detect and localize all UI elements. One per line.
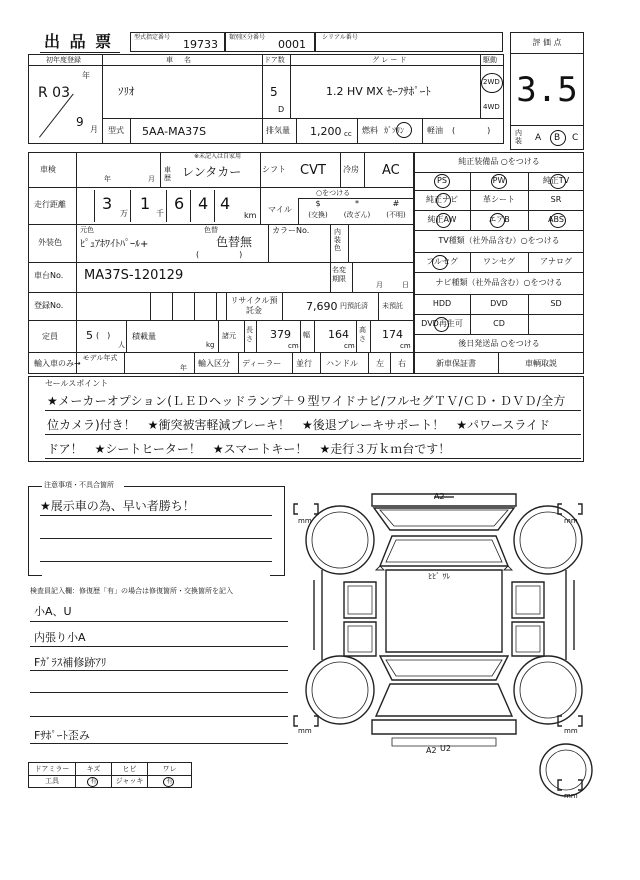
legend-tool-circle	[87, 777, 98, 787]
capacity-value: 5	[86, 329, 93, 342]
legend-tool-yes: 有	[90, 778, 97, 785]
door-type: D	[278, 105, 285, 114]
length-label: 長さ	[246, 326, 253, 343]
length-cm: cm	[288, 342, 299, 350]
mileage-digit-5: 4	[220, 194, 231, 213]
model-number-label: 型式指定番号	[134, 34, 171, 41]
score-label: 評 価 点	[532, 38, 562, 47]
equip-aw: 純正AW	[427, 215, 457, 224]
width-value: 164	[328, 328, 349, 341]
first-reg-month: 9	[76, 115, 84, 129]
mileage-opt-unknown: #	[392, 199, 400, 208]
height-label: 高さ	[359, 326, 366, 343]
rear-bumper	[372, 720, 516, 734]
shift-label: シフト	[262, 165, 286, 174]
equip-ps-circle	[434, 174, 450, 189]
interior-c: C	[572, 133, 579, 143]
title-expiry-day: 日	[402, 281, 409, 289]
car-diagram	[284, 470, 604, 810]
recycle-amount: 7,690	[306, 300, 338, 313]
interior-color-label: 内装色	[334, 228, 341, 252]
later-title: 後日発送品 ○をつける	[458, 339, 540, 348]
equip-tv: 純正TV	[542, 176, 570, 185]
wheel-rear-left	[306, 656, 374, 724]
load-kg: kg	[206, 341, 215, 349]
right-side-outline	[566, 570, 574, 660]
doors-label: ドア数	[264, 56, 285, 64]
mileage-digit-3: 6	[174, 194, 185, 213]
mm-spare: mm	[564, 792, 578, 800]
score-value: 3.5	[516, 70, 578, 110]
equip-abs: ABS	[548, 215, 564, 224]
left-doors	[344, 582, 376, 656]
dims-label: 諸元	[222, 332, 236, 340]
exterior-color-label: 外装色	[38, 238, 62, 247]
fuel-diesel: 軽油	[427, 126, 443, 135]
equip-pw-circle	[491, 174, 507, 189]
recycle-not: 未預託	[382, 302, 403, 310]
mileage-opt-exchange: $	[315, 199, 321, 208]
tv-fullseg-circle	[432, 255, 448, 270]
equip-navi: 純正ナビ	[426, 195, 458, 204]
equip-abs-circle	[550, 213, 566, 228]
fuel-label: 燃料	[362, 126, 378, 135]
drive-4wd: 4WD	[483, 103, 500, 111]
import-type-label: 輸入区分	[198, 359, 230, 368]
equip-pw: PW	[492, 176, 506, 185]
notes-line-1: ★展示車の為、早い者勝ち！	[40, 499, 195, 513]
wheel-front-left	[306, 506, 374, 574]
mileage-circle-note: ○をつける	[316, 189, 351, 197]
inspection-year-unit: 年	[104, 175, 111, 183]
navi-hdd: HDD	[432, 299, 452, 308]
year-unit: 年	[82, 71, 90, 80]
handle-left: 左	[376, 359, 384, 368]
form-title: 出 品 票	[44, 32, 114, 51]
length-value: 379	[270, 328, 291, 341]
mileage-km: km	[244, 211, 257, 220]
fuel-gasoline-circle	[396, 122, 412, 138]
width-cm: cm	[344, 342, 355, 350]
legend-tool: 工具	[45, 777, 59, 785]
mileage-opt-tampered: *	[355, 199, 359, 208]
model-number-box	[130, 32, 225, 52]
navi-dvd: DVD	[490, 299, 508, 308]
color-change: 色替無	[216, 235, 253, 249]
mm-rear-right: mm	[564, 727, 578, 735]
sales-points-box	[28, 376, 584, 462]
navi-type-title: ナビ種類（社外品含む）○をつける	[435, 278, 563, 287]
mileage-opt-unknown-label: (不明)	[386, 211, 406, 219]
navi-cd: CD	[493, 319, 505, 328]
left-side-outline	[314, 570, 322, 660]
equip-airbag: エアB	[488, 215, 510, 224]
drive-label: 駆動	[483, 56, 497, 64]
sales-line-1: ★メーカーオプション(ＬＥＤヘッドランプ＋９型ワイドナビ/フルセグＴＶ/ＣＤ・ＤＶＤ/全方	[47, 394, 566, 408]
legend-mirror: ドアミラー	[34, 765, 70, 773]
equip-sr: SR	[550, 195, 562, 204]
roof	[386, 570, 502, 652]
sales-line-2: 位カメラ)付き！ ★衝突被害軽減ブレーキ！ ★後退ブレーキサポート！ ★パワースライド	[47, 418, 551, 432]
capacity-paren: ( )	[96, 331, 111, 340]
mileage-opt-tampered-label: (改ざん)	[343, 211, 371, 219]
use-value: レンタカー	[182, 165, 242, 179]
tv-oneseg: ワンセグ	[483, 257, 515, 266]
recycle-label: リサイクル預託金	[230, 296, 278, 315]
height-cm: cm	[400, 342, 411, 350]
sales-line-3: ドア！ ★シートヒーター！ ★スマートキー！ ★走行３万ｋｍ台です！	[47, 442, 451, 456]
fuel-other: ( )	[452, 126, 491, 135]
mileage-man: 万	[120, 209, 128, 218]
chassis-number: MA37S-120129	[84, 268, 184, 283]
mm-front-right: mm	[564, 517, 578, 525]
equip-ps: PS	[437, 176, 447, 185]
serial-number-box	[315, 32, 503, 52]
inspector-line-3: Fｶﾞﾗｽ補修跡ｱﾘ	[34, 656, 107, 669]
spare-wheel	[540, 744, 592, 796]
mileage-digit-4: 4	[198, 194, 209, 213]
inspector-line-2: 内張り小A	[34, 631, 86, 644]
color-no-label: カラーNo.	[272, 226, 310, 235]
damage-a2-rear: A2	[426, 746, 437, 755]
drive-2wd-circle	[481, 73, 503, 93]
month-unit: 月	[90, 125, 98, 134]
legend-scratch: キズ	[86, 765, 101, 773]
equip-leather: 革シート	[483, 195, 515, 204]
inspector-line-6: Fｻﾎﾟｰﾄ歪み	[34, 729, 90, 742]
model-year-label: モデル年式	[82, 354, 118, 362]
capacity-label: 定員	[42, 332, 58, 341]
use-label: 車歴	[164, 166, 171, 182]
capacity-unit: 人	[118, 341, 125, 349]
import-dealer: ディーラー	[242, 359, 282, 368]
use-note: ※未記入は自家用	[194, 153, 242, 160]
handle-right: 右	[398, 359, 406, 368]
mileage-label: 走行距離	[34, 200, 66, 209]
fuel-gasoline: ｶﾞｿﾘﾝ	[384, 126, 404, 135]
sales-points-label: セールスポイント	[45, 379, 109, 388]
score-box	[510, 32, 584, 150]
original-color-label: 元色	[80, 226, 94, 234]
navi-dvd-play-circle	[434, 317, 449, 332]
type-label: 型式	[108, 126, 124, 135]
later-manual: 車輌取説	[525, 359, 557, 368]
displacement: 1,200	[310, 125, 342, 138]
inspector-line-1: 小A、U	[34, 605, 72, 618]
serial-number-label: シリアル番号	[322, 34, 358, 41]
drive-2wd: 2WD	[483, 78, 500, 86]
equipment-title: 純正装備品 ○をつける	[458, 157, 540, 166]
hood-outline	[374, 508, 514, 530]
tv-type-title: TV種類（社外品含む）○をつける	[438, 236, 560, 245]
interior-a: A	[535, 133, 542, 143]
registration-label: 登録No.	[34, 301, 64, 310]
legend-jack-yes: 有	[166, 778, 173, 785]
legend-crack: ヒビ	[122, 765, 137, 773]
cc-unit: cc	[344, 130, 352, 138]
legend-break: ワレ	[162, 765, 177, 773]
equip-airbag-circle	[490, 213, 505, 228]
displacement-label: 排気量	[266, 126, 290, 135]
tailgate	[376, 684, 512, 716]
width-label: 幅	[303, 331, 310, 339]
recycle-status: 円預託済	[340, 302, 368, 310]
chassis-label: 車台No.	[34, 271, 64, 280]
first-reg-era: R 03	[38, 85, 70, 101]
mile-label: マイル	[268, 205, 292, 214]
equip-aw-circle	[436, 213, 451, 228]
inspection-month-unit: 月	[148, 175, 155, 183]
title-expiry-month: 月	[376, 281, 383, 289]
color-change-label: 色替	[204, 226, 218, 234]
rear-window	[380, 656, 508, 680]
later-warranty: 新車保証書	[436, 359, 476, 368]
import-label: 輸入車のみ→	[34, 359, 81, 368]
car-name-label: 車 名	[166, 56, 193, 64]
shift-value: CVT	[300, 163, 326, 178]
door-count: 5	[270, 85, 278, 99]
inspection-label: 車検	[40, 165, 56, 174]
color-change-paren: ( )	[196, 250, 243, 259]
legend-table	[28, 762, 192, 788]
mm-rear-left: mm	[298, 727, 312, 735]
notes-label: 注意事項・不具合箇所	[44, 481, 114, 489]
car-name: ｿﾘｵ	[118, 85, 135, 98]
import-parallel: 並行	[296, 359, 312, 368]
windshield	[380, 536, 508, 566]
legend-jack: ジャッキ	[115, 777, 144, 785]
title-expiry-label: 名変期限	[332, 266, 346, 283]
right-doors	[512, 582, 544, 656]
damage-crack: ﾋﾋﾞ ﾜﾚ	[428, 572, 451, 581]
navi-sd: SD	[550, 299, 562, 308]
class-number: 0001	[278, 38, 306, 51]
tv-analog: アナログ	[540, 257, 572, 266]
load-label: 積載量	[132, 332, 156, 341]
interior-b: B	[554, 133, 561, 143]
equip-navi-circle	[436, 193, 451, 208]
navi-dvd-play: DVD再生可	[421, 319, 463, 328]
mileage-digit-1: 3	[102, 194, 113, 213]
interior-label: 内装	[515, 129, 522, 145]
damage-u2-rear: U2	[440, 744, 451, 753]
mm-front-left: mm	[298, 517, 312, 525]
mileage-opt-exchange-label: (交換)	[308, 211, 328, 219]
height-value: 174	[382, 328, 403, 341]
legend-jack-circle	[163, 777, 174, 787]
model-year-unit: 年	[180, 364, 187, 372]
grade-label: グ レ ー ド	[372, 56, 407, 64]
ac-value: AC	[382, 163, 400, 178]
mileage-digit-2: 1	[140, 194, 151, 213]
equip-tv-circle	[550, 174, 566, 189]
ac-label: 冷房	[343, 165, 359, 174]
tv-fullseg: フルセグ	[426, 257, 458, 266]
class-number-box	[225, 32, 315, 52]
inspector-label: 検査員記入欄：修復歴「有」の場合は修復箇所・交換箇所を記入	[30, 587, 233, 595]
wheel-rear-right	[514, 656, 582, 724]
damage-a2-front: A2	[434, 492, 445, 501]
first-reg-label: 初年度登録	[46, 56, 81, 64]
handle-label: ハンドル	[326, 359, 358, 368]
original-color: ﾋﾟｭｱﾎﾜｲﾄﾊﾟｰﾙ+	[80, 239, 149, 250]
interior-b-circle	[550, 130, 566, 146]
model-type: 5AA-MA37S	[142, 125, 207, 138]
mileage-sen: 千	[156, 209, 164, 218]
grade: 1.2 HV MX ｾｰﾌｻﾎﾟｰﾄ	[326, 85, 431, 98]
class-number-label: 類別区分番号	[229, 34, 266, 41]
model-number: 19733	[183, 38, 218, 51]
